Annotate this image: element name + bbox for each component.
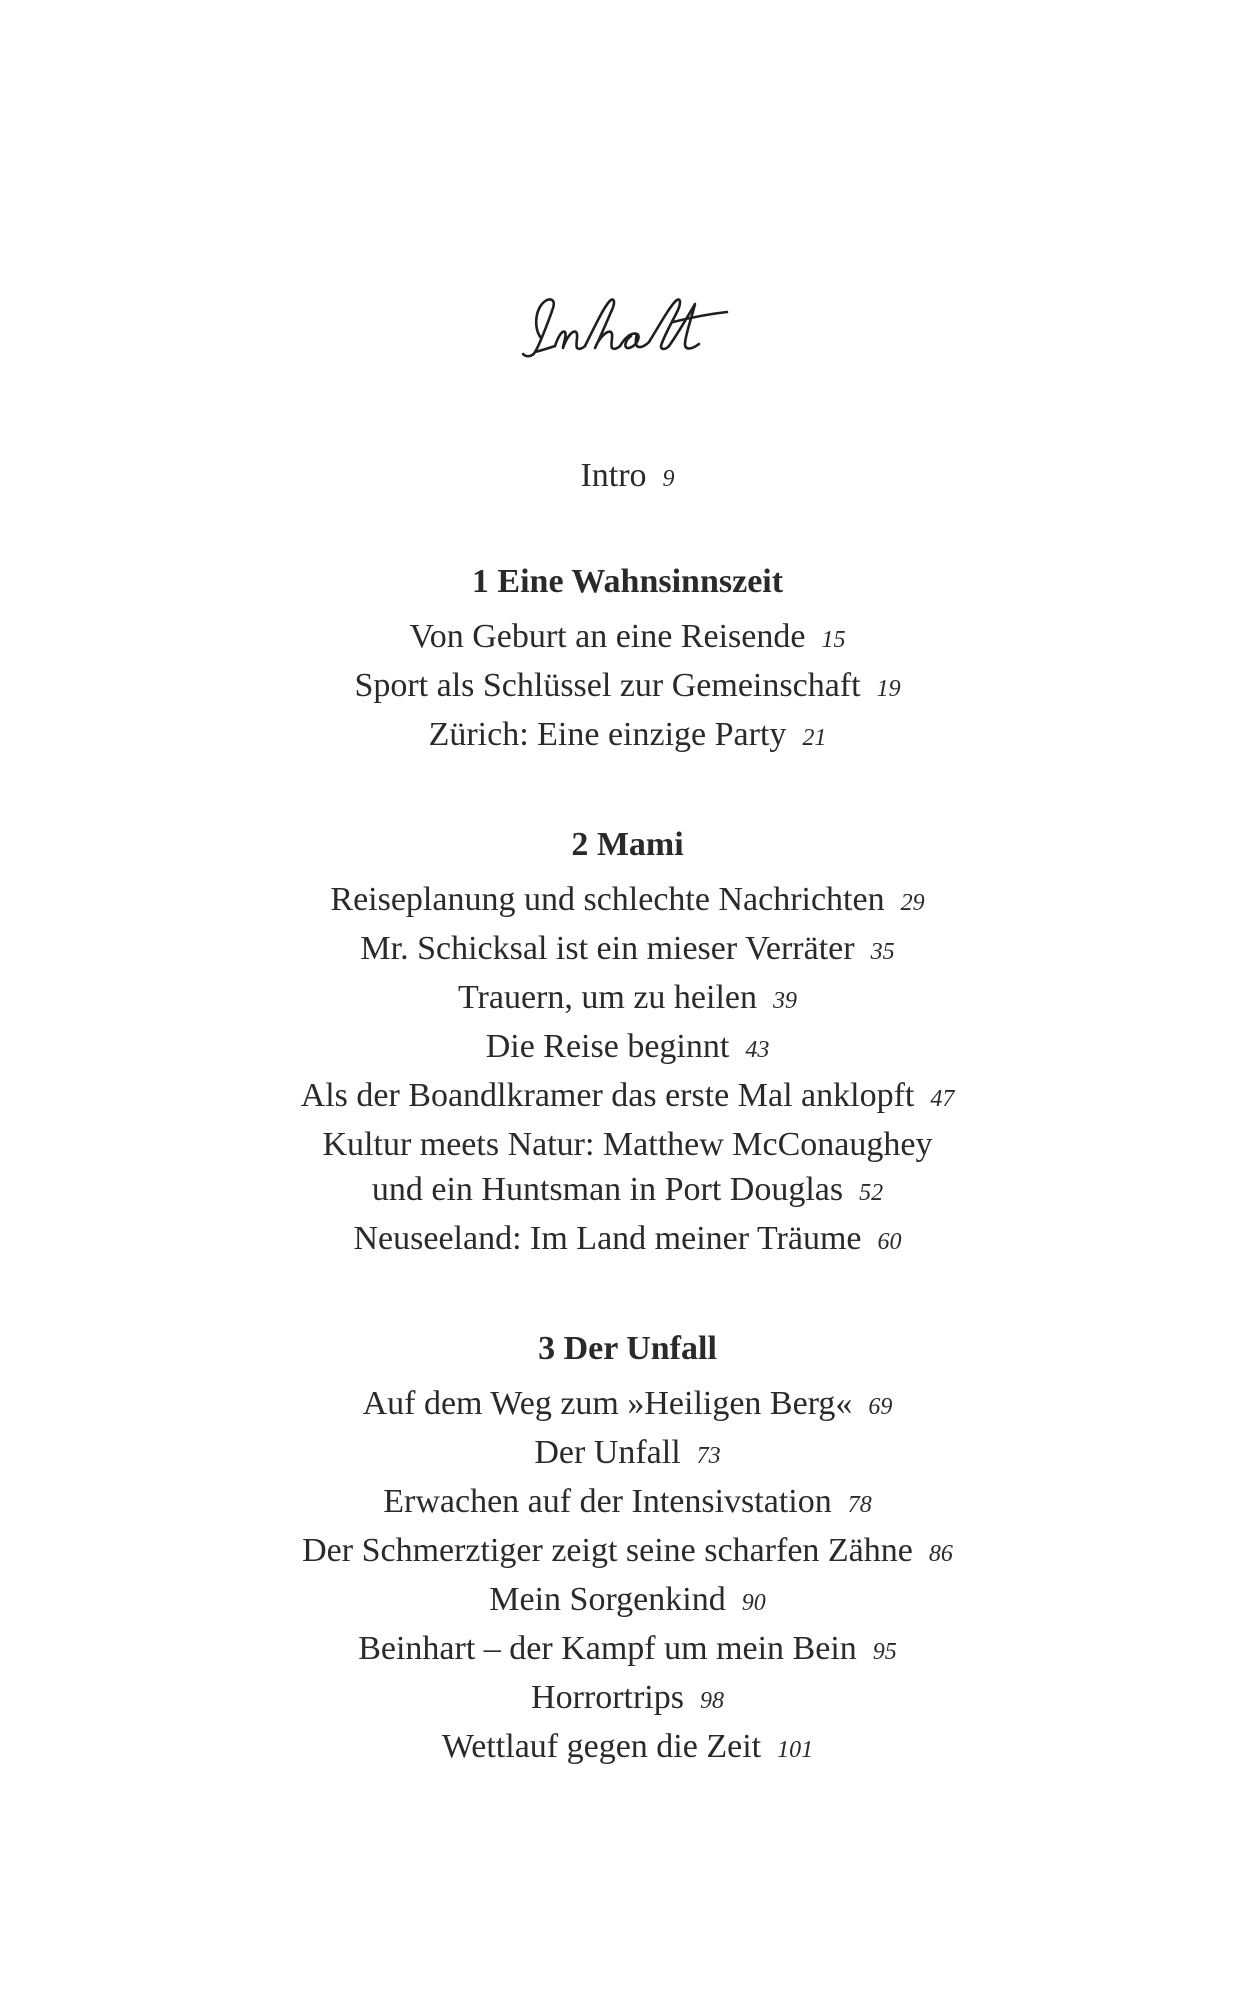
entry-title: Erwachen auf der Intensivstation [383, 1483, 832, 1520]
entry-title: Trauern, um zu heilen [457, 979, 757, 1016]
entry-page-number: 9 [662, 466, 675, 492]
chapter-heading: 2 Mami [571, 826, 684, 863]
entry-page-number: 35 [870, 939, 895, 965]
entry-page-number: 52 [859, 1180, 884, 1206]
entry-title: Mr. Schicksal ist ein mieser Verräter [360, 930, 855, 967]
chapter-2-section [0, 822, 1255, 1265]
entry-page-number: 29 [900, 890, 925, 916]
entry-page-number: 43 [745, 1037, 770, 1063]
entry-page-number: 21 [802, 725, 827, 751]
entry-title: Intro [580, 457, 647, 494]
toc-entry [0, 1024, 1255, 1073]
entry-page-number: 69 [868, 1394, 893, 1420]
entry-title: Die Reise beginnt [485, 1028, 730, 1065]
entry-page-number: 86 [928, 1541, 953, 1567]
entry-page-number: 95 [872, 1639, 897, 1665]
toc-entry [0, 1216, 1255, 1265]
toc-entry [0, 1430, 1255, 1479]
chapter-3-section [0, 1326, 1255, 1773]
entry-title: Der Unfall [534, 1434, 681, 1471]
entry-title: Horrortrips [531, 1679, 684, 1716]
entry-page-number: 60 [877, 1229, 902, 1255]
toc-entry [0, 712, 1255, 761]
entry-title: und ein Huntsman in Port Douglas [371, 1171, 844, 1208]
toc-entry-intro [0, 453, 1255, 502]
entry-page-number: 98 [699, 1688, 724, 1714]
toc-entry [0, 1626, 1255, 1675]
entry-title: Reiseplanung und schlechte Nachrichten [330, 881, 885, 918]
entry-title: Von Geburt an eine Reisende [409, 618, 806, 655]
entry-title: Wettlauf gegen die Zeit [441, 1728, 762, 1765]
entry-title: Kultur meets Natur: Matthew McConaughey [322, 1126, 933, 1163]
toc-entry [0, 1479, 1255, 1528]
entry-title: Auf dem Weg zum »Heiligen Berg« [362, 1385, 853, 1422]
entry-title: Als der Boandlkramer das erste Mal anklopft [300, 1077, 915, 1114]
toc-title [0, 290, 1255, 375]
toc-entry [0, 1675, 1255, 1724]
entry-page-number: 15 [821, 627, 846, 653]
entry-page-number: 78 [847, 1492, 872, 1518]
toc-entry [0, 1528, 1255, 1577]
entry-title: Mein Sorgenkind [489, 1581, 726, 1618]
toc-entry [0, 1122, 1255, 1167]
toc-entry [0, 975, 1255, 1024]
chapter-1-section [0, 559, 1255, 761]
toc-entry [0, 1381, 1255, 1430]
entry-page-number: 39 [773, 988, 797, 1014]
toc-entry [0, 1167, 1255, 1216]
toc-entry [0, 1073, 1255, 1122]
entry-title: Zürich: Eine einzige Party [428, 716, 787, 753]
handwritten-title-inhalt [513, 290, 743, 370]
entry-title: Beinhart – der Kampf um mein Bein [358, 1630, 857, 1667]
toc-entry [0, 1577, 1255, 1626]
entry-title: Neuseeland: Im Land meiner Träume [353, 1220, 862, 1257]
entry-title: Der Schmerztiger zeigt seine scharfen Zähne [302, 1532, 913, 1569]
entry-page-number: 90 [741, 1590, 766, 1616]
chapter-heading: 1 Eine Wahnsinnszeit [471, 563, 784, 600]
entry-page-number: 47 [930, 1086, 955, 1112]
toc-entry [0, 614, 1255, 663]
entry-page-number: 101 [777, 1737, 814, 1763]
toc-entry [0, 1724, 1255, 1773]
entry-page-number: 19 [876, 676, 901, 702]
entry-title: Sport als Schlüssel zur Gemeinschaft [354, 667, 861, 704]
entry-page-number: 73 [696, 1443, 721, 1469]
table-of-contents [0, 453, 1255, 1834]
toc-entry [0, 663, 1255, 712]
toc-entry [0, 877, 1255, 926]
toc-entry [0, 926, 1255, 975]
chapter-heading: 3 Der Unfall [538, 1330, 717, 1367]
